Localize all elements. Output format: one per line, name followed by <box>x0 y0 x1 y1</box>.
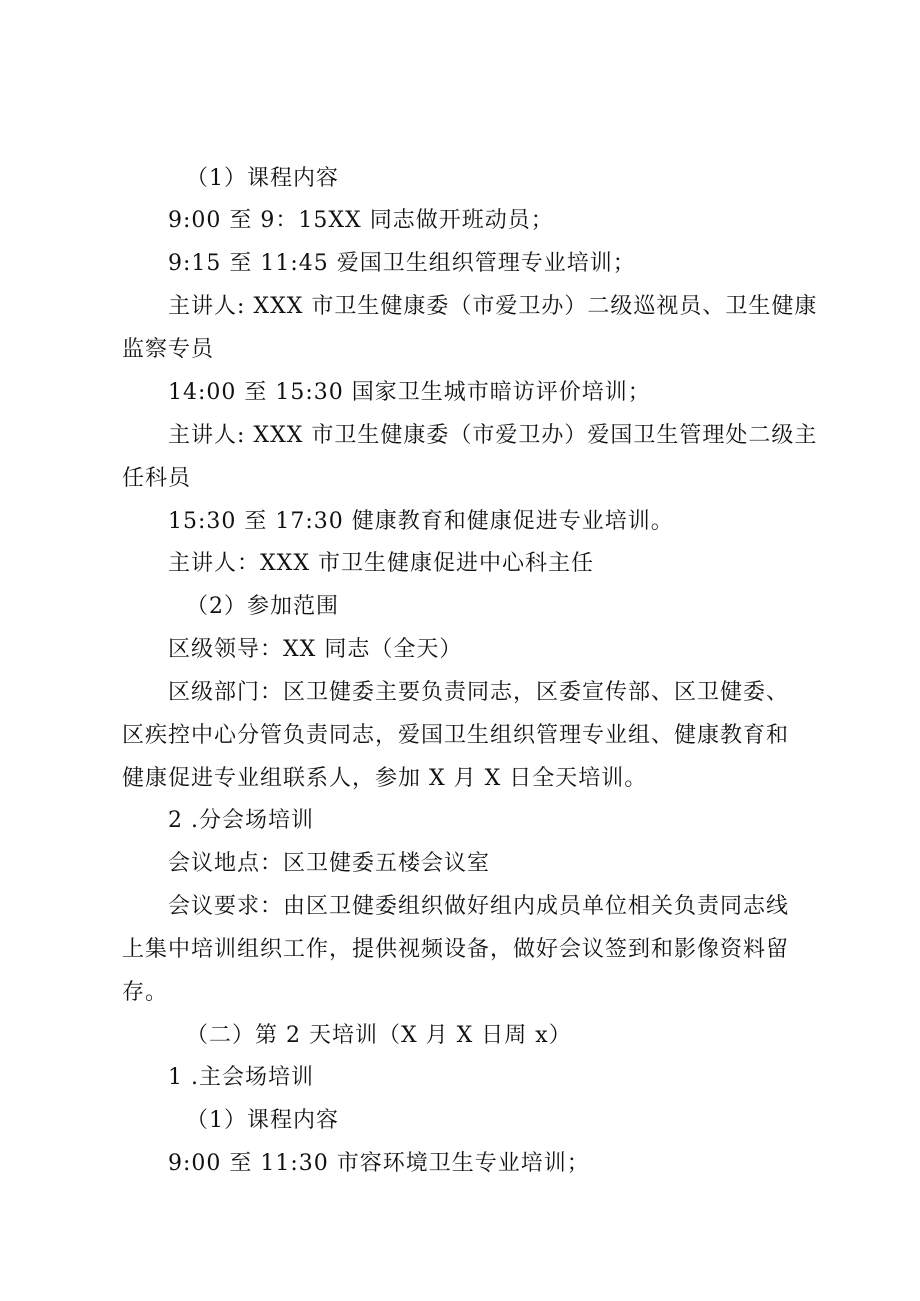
paragraph-line: 健康促进专业组联系人，参加 X 月 X 日全天培训。 <box>122 766 648 791</box>
speaker-line: 主讲人：XXX 市卫生健康促进中心科主任 <box>168 551 594 576</box>
heading-course-content: （1）课程内容 <box>186 1108 339 1133</box>
heading-day-two: （二）第 2 天培训（X 月 X 日周 x） <box>186 1023 572 1048</box>
paragraph-line: 区级部门：区卫健委主要负责同志，区委宣传部、区卫健委、 <box>168 680 790 705</box>
heading-branch-venue: 2 .分会场培训 <box>168 808 314 833</box>
paragraph-line: 区级领导：XX 同志（全天） <box>168 637 463 662</box>
heading-participants: （2）参加范围 <box>186 594 339 619</box>
speaker-line: 主讲人: XXX 市卫生健康委（市爱卫办）二级巡视员、卫生健康 <box>168 294 818 319</box>
schedule-item: 9:00 至 9：15XX 同志做开班动员； <box>168 208 554 233</box>
heading-main-venue: 1 .主会场培训 <box>168 1065 314 1090</box>
heading-course-content: （1）课程内容 <box>186 166 339 191</box>
schedule-item: 9:15 至 11:45 爱国卫生组织管理专业培训； <box>168 251 636 276</box>
paragraph-line: 会议要求：由区卫健委组织做好组内成员单位相关负责同志线 <box>168 894 790 919</box>
paragraph-line: 上集中培训组织工作，提供视频设备，做好会议签到和影像资料留 <box>122 937 790 962</box>
speaker-line-continued: 任科员 <box>122 466 192 491</box>
schedule-item: 15:30 至 17:30 健康教育和健康促进专业培训。 <box>168 509 674 534</box>
schedule-item: 9:00 至 11:30 市容环境卫生专业培训； <box>168 1151 590 1176</box>
schedule-item: 14:00 至 15:30 国家卫生城市暗访评价培训； <box>168 380 651 405</box>
paragraph-line: 会议地点：区卫健委五楼会议室 <box>168 851 491 876</box>
paragraph-line: 存。 <box>122 980 169 1005</box>
paragraph-line: 区疾控中心分管负责同志，爱国卫生组织管理专业组、健康教育和 <box>122 723 790 748</box>
speaker-line: 主讲人: XXX 市卫生健康委（市爱卫办）爱国卫生管理处二级主 <box>168 423 818 448</box>
speaker-line-continued: 监察专员 <box>122 337 215 362</box>
